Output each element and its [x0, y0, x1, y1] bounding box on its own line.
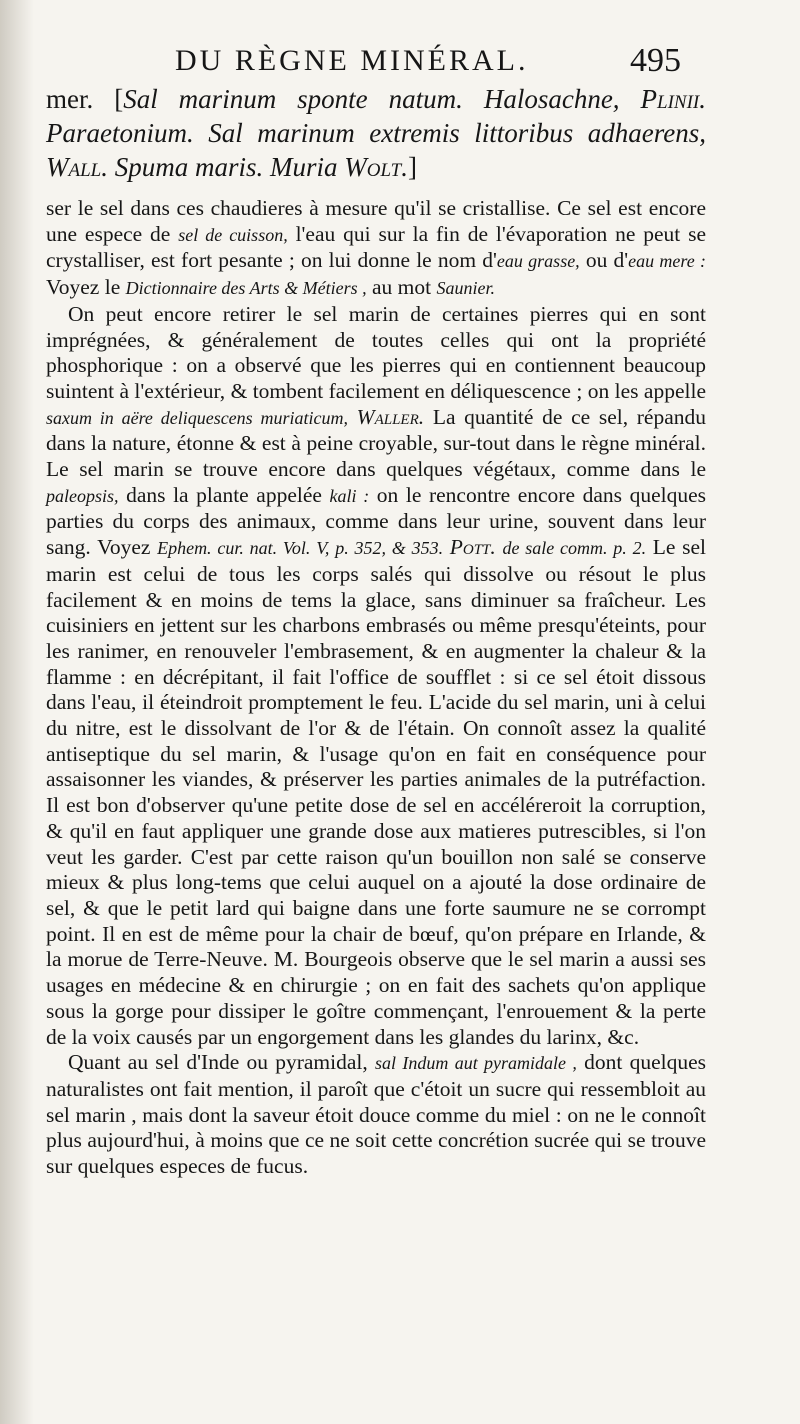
page-header: [40, 38, 700, 88]
citation: de sale comm. p. 2.: [502, 538, 647, 559]
text-run: Voyez le: [46, 275, 121, 300]
italic-term: sal Indum aut pyramidale ,: [374, 1053, 577, 1074]
paragraph-3: [46, 1050, 706, 1180]
italic-term: paleopsis,: [46, 485, 119, 506]
page-gutter-shadow: [0, 0, 34, 1424]
synonym-text: Paraetonium. Sal marinum extremis littoribus adhaerens,: [46, 118, 706, 148]
page-number: 495: [630, 42, 681, 79]
paragraph-1: [46, 196, 706, 302]
text-run: On peut encore retirer le sel marin de certaines pierres qui en sont imprégnées, & généralement de toutes celles qui ont la propriété phosphorique : on a observé que les pierres qui en contiennent beaucoup suintent à l'extérieur, & tombent facilement en déliquescence ; on les appelle: [46, 301, 706, 403]
text-run: dans la plante appelée: [126, 482, 322, 507]
body-text: [46, 82, 706, 1180]
citation: Ephem. cur. nat. Vol. V, p. 352, & 353.: [157, 538, 444, 559]
text-run: ou d': [585, 248, 629, 273]
text-run: Le sel marin est celui de tous les corps salés qui dissolve ou résout le plus facilement & en moins de tems la glace, sans diminuer sa fraîcheur. Les cuisiniers en jettent sur les charbons embrasés ou même presqu'éteints, pour les ranimer, en renouveler l'embrasement, & en augmenter la chaleur & la flamme : en décrépitant, il fait l'office de soufflet : si ce sel étoit dissous dans l'eau, il éteindroit promptement le feu. L'acide du sel marin, uni à celui du nitre, est le dissolvant de l'or & de l'étain. On connoît assez la qualité antiseptique du sel marin, & l'usage qu'on en fait en conséquence pour assaisonner les viandes, & préserver les parties animales de la putréfaction. Il est bon d'observer qu'une petite dose de sel en accéléreroit la corruption, & qu'il en faut appliquer une grande dose aux matieres putrescibles, si l'on veut les garder. C'est par cette raison qu'un bouillon non salé se conserve mieux & plus long-tems que celui auquel on a ajouté la dose ordinaire de sel, & que le petit lard qui baigne dans une forte saumure ne se corrompt point. Il en est de même pour la chair de bœuf, qu'on prépare en Irlande, & la morue de Terre-Neuve. M. Bourgeois observe que le sel marin a aussi ses usages en médecine & en chirurgie ; on en fait des sachets qu'on applique sous la gorge pour dissiper le goître commençant, l'enrouement & la perte de la voix causés par un engorgement dans les glandes du larinx, &c.: [46, 535, 706, 1049]
synonyms-paragraph: [46, 82, 706, 184]
bracket-close: ]: [407, 152, 417, 182]
italic-term: sel de cuisson,: [178, 224, 288, 245]
text-run: dont quelques naturalistes ont fait mention, il paroît que c'étoit un sucre qui ressembloit au sel marin , mais dont la saveur étoit douce comme du miel : on ne le connoît plus aujourd'hui, à moins que ce ne soit cette concrétion sucrée qui se trouve sur quelques especes de fucus.: [46, 1050, 707, 1179]
running-head: DU RÈGNE MINÉRAL.: [175, 44, 529, 77]
text-run: Quant au sel d'Inde ou pyramidal,: [68, 1050, 368, 1075]
italic-term: Saunier.: [436, 278, 495, 299]
author-name: Plinii.: [640, 84, 706, 114]
text-run: ser le sel dans ces chaudieres à mesure qu'il se cristallise. Ce sel est encore une espece de: [46, 196, 706, 246]
synonym-text: Sal marinum sponte natum. Halosachne,: [123, 84, 620, 114]
author-name: Wall.: [46, 152, 108, 182]
synonym-text: Spuma maris. Muria: [114, 152, 338, 182]
author-name: Waller.: [356, 404, 425, 429]
text-run: au mot: [371, 275, 432, 300]
italic-term: saxum in aëre deliquescens muriaticum,: [46, 407, 348, 428]
text-run: l'eau qui sur la fin de l'évaporation ne peut se crystalliser, est fort pesante ; on lui donne le nom d': [46, 221, 707, 273]
italic-term: eau mere :: [628, 251, 707, 272]
text-run: on le rencontre encore dans quelques parties du corps des animaux, comme dans leur urine, souvent dans leur sang. Voyez: [46, 482, 706, 560]
continued-word: mer.: [46, 84, 94, 114]
author-name: Wolt.: [344, 152, 408, 182]
italic-term: Dictionnaire des Arts & Métiers ,: [125, 278, 367, 299]
bracket-open: [: [114, 84, 124, 114]
italic-term: eau grasse,: [496, 251, 580, 272]
author-name: Pott.: [449, 535, 496, 560]
italic-term: kali :: [329, 485, 370, 506]
paragraph-2: [46, 302, 706, 1050]
text-run: La quantité de ce sel, répandu dans la nature, étonne & est à peine croyable, sur-tout dans le règne minéral. Le sel marin se trouve encore dans quelques végétaux, comme dans le: [46, 404, 707, 482]
